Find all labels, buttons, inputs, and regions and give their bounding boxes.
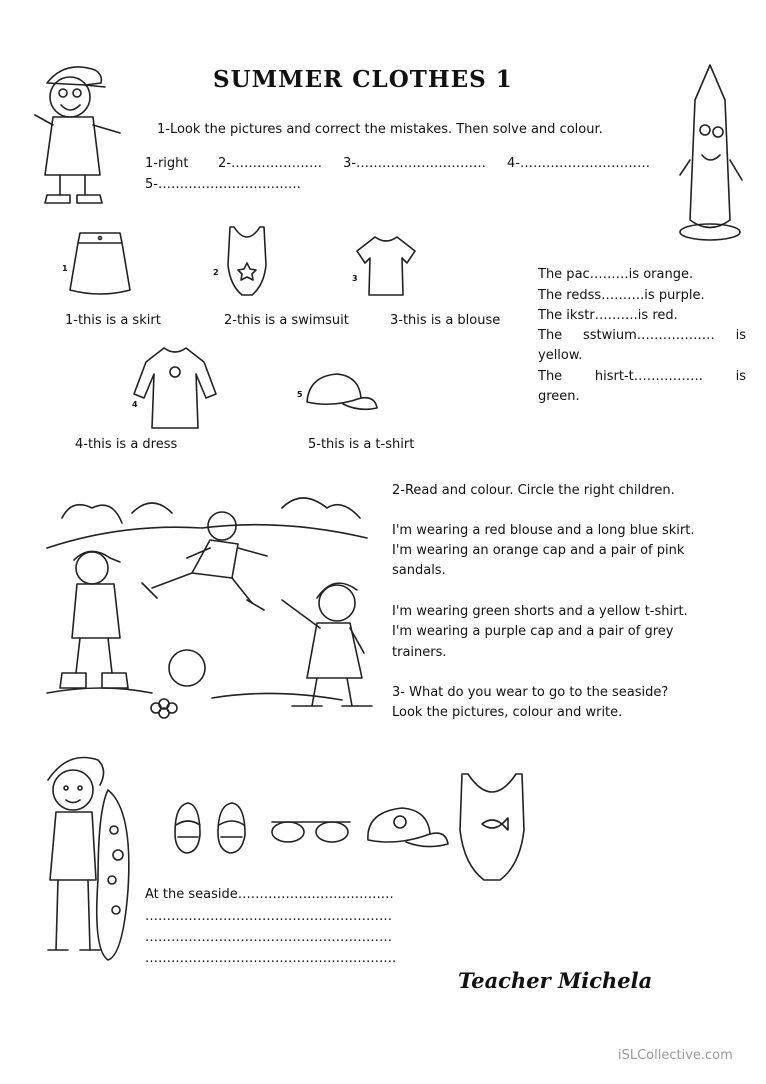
answer-4[interactable]: 4-…………………………: [507, 156, 650, 171]
scrambled-line-6-end: is: [735, 369, 746, 384]
scrambled-line-5: yellow.: [538, 348, 583, 363]
page-title: SUMMER CLOTHES 1: [213, 66, 513, 93]
answer-5[interactable]: 5-……………………………: [145, 177, 301, 192]
watermark: iSLCollective.com: [618, 1048, 733, 1063]
seaside-line-2[interactable]: …………………………………………………: [145, 909, 392, 924]
scrambled-line-7: green.: [538, 389, 580, 404]
item-number-2: 2: [213, 268, 219, 277]
answer-3[interactable]: 3-…………………………: [343, 156, 486, 171]
sunglasses-icon: [268, 808, 354, 848]
answer-2[interactable]: 2-…………………: [218, 156, 322, 171]
children-playing-illustration: [42, 478, 377, 733]
item-caption-2: 2-this is a swimsuit: [224, 313, 349, 328]
item-caption-5: 5-this is a t-shirt: [308, 437, 415, 452]
item-number-1: 1: [62, 264, 68, 273]
ex2-para1-line1: I'm wearing a red blouse and a long blue skirt.: [392, 523, 695, 538]
skirt-icon: [70, 228, 132, 298]
blouse-icon: [355, 233, 417, 298]
scrambled-line-6: [538, 369, 746, 384]
item-caption-4: 4-this is a dress: [75, 437, 178, 452]
exercise-1-instruction: 1-Look the pictures and correct the mistakes. Then solve and colour.: [157, 122, 603, 137]
item-number-4: 4: [132, 400, 138, 409]
girl-with-surfboard-illustration: [38, 750, 138, 970]
scrambled-line-1: The pac………is orange.: [538, 267, 694, 282]
swimsuit-icon: [222, 225, 272, 305]
item-number-5: 5: [297, 390, 303, 399]
teacher-signature: Teacher Michela: [458, 968, 653, 993]
scrambled-line-4: [538, 328, 746, 343]
scrambled-line-4-start: The: [538, 328, 563, 343]
exercise-3-instruction-line1: 3- What do you wear to go to the seaside?: [392, 685, 669, 700]
sandals-icon: [170, 795, 260, 857]
pencil-cartoon-illustration: [680, 60, 750, 250]
ex2-para1-line3: sandals.: [392, 563, 446, 578]
ex2-para1-line2: I'm wearing an orange cap and a pair of pink: [392, 543, 685, 558]
seaside-line-1[interactable]: At the seaside………………………………: [145, 887, 394, 902]
item-number-3: 3: [352, 274, 358, 283]
scrambled-line-2: The redss……….is purple.: [538, 288, 705, 303]
cap-icon: [303, 368, 379, 418]
scrambled-line-3: The ikstr……….is red.: [538, 308, 678, 323]
dress-icon: [132, 344, 218, 432]
scrambled-line-4-end: is: [735, 328, 746, 343]
boy-cartoon-illustration: [25, 55, 135, 210]
scrambled-line-6-start: The: [538, 369, 563, 384]
answer-1: 1-right: [145, 156, 189, 171]
exercise-2-instruction: 2-Read and colour. Circle the right children.: [392, 483, 675, 498]
swimsuit-seaside-icon: [452, 770, 532, 885]
ex2-para2-line1: I'm wearing green shorts and a yellow t-shirt.: [392, 604, 688, 619]
seaside-line-3[interactable]: …………………………………………………: [145, 930, 392, 945]
ex2-para2-line3: trainers.: [392, 645, 447, 660]
scrambled-line-4-word: sstwium………………: [583, 328, 715, 343]
scrambled-line-6-word: hisrt-t…………….: [594, 369, 703, 384]
item-caption-1: 1-this is a skirt: [65, 313, 161, 328]
ex2-para2-line2: I'm wearing a purple cap and a pair of grey: [392, 624, 674, 639]
item-caption-3: 3-this is a blouse: [390, 313, 501, 328]
cap-seaside-icon: [362, 800, 452, 856]
exercise-3-instruction-line2: Look the pictures, colour and write.: [392, 705, 623, 720]
seaside-line-4[interactable]: ………………………………………………….: [145, 951, 397, 966]
